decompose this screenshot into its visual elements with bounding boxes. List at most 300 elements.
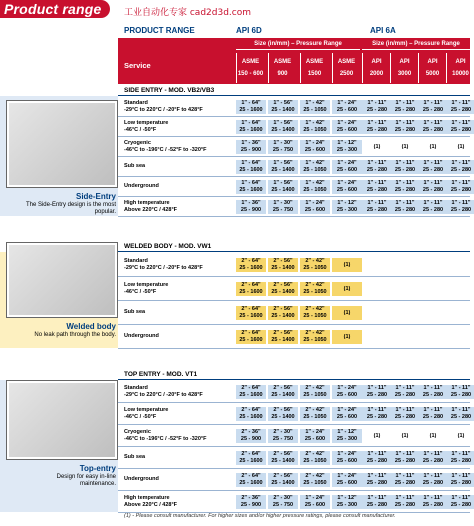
cell-size: 1" - 12" <box>337 429 357 435</box>
cell-size: 1" - 11" <box>395 473 415 479</box>
row-divider <box>118 424 470 425</box>
cell-size: 1" - 11" <box>367 407 387 413</box>
cell-mm: 25 - 900 <box>240 501 262 508</box>
cell-mm: 25 - 750 <box>272 435 294 442</box>
table-cell <box>418 495 448 509</box>
cell-mm: 25 - 280 <box>450 457 472 464</box>
table-cell <box>300 120 330 134</box>
watermark-text: 工业自动化专家 cad2d3d.com <box>124 8 251 18</box>
cell-mm: 25 - 300 <box>336 501 358 508</box>
cell-size: 1" - 56" <box>273 100 293 106</box>
service-name: Cryogenic <box>124 429 151 435</box>
table-cell <box>236 495 266 509</box>
class-header <box>236 53 264 83</box>
panel-description: Design for easy in-line maintenance. <box>56 474 116 487</box>
cell-size: 1" - 24" <box>337 100 357 106</box>
cell-size: 2" - 64" <box>241 385 261 391</box>
service-name: Standard <box>124 100 148 106</box>
service-name: Sub sea <box>124 163 146 169</box>
cell-size: 1" - 64" <box>241 160 261 166</box>
cell-mm: 25 - 1050 <box>303 312 327 319</box>
cell-size: 1" - 12" <box>337 140 357 146</box>
size-label-6a: Size (in/mm) – Pressure Range <box>362 40 470 50</box>
table-cell <box>418 385 448 399</box>
service-temperature: -46°C to -196°C / -52°F to -320°F <box>124 147 207 153</box>
table-cell <box>300 407 330 421</box>
cell-size: 1" - 11" <box>395 200 415 206</box>
cell-mm: 25 - 280 <box>394 479 416 486</box>
service-name: Sub sea <box>124 309 146 315</box>
cell-size: 1" - 56" <box>273 160 293 166</box>
table-cell <box>268 160 298 174</box>
class-standard: ASME <box>241 58 260 65</box>
cell-size: (1) <box>373 144 381 150</box>
size-label-6d: Size (in/mm) – Pressure Range <box>236 40 360 50</box>
service-temperature: -46°C to -196°C / -52°F to -320°F <box>124 436 207 442</box>
row-divider <box>118 196 470 197</box>
cell-size: 1" - 11" <box>395 120 415 126</box>
service-temperature: -29°C to 220°C / -20°F to 428°F <box>124 107 203 113</box>
cell-size: 1" - 11" <box>367 473 387 479</box>
cell-size: 1" - 11" <box>423 495 443 501</box>
table-cell <box>390 100 420 114</box>
service-label <box>124 282 228 296</box>
cell-size: 2" - 36" <box>241 429 261 435</box>
cell-size: 1" - 11" <box>395 100 415 106</box>
cell-size: 2" - 56" <box>273 407 293 413</box>
table-row <box>118 119 470 135</box>
table-cell <box>390 473 420 487</box>
row-divider <box>118 116 470 117</box>
cell-size: 1" - 11" <box>423 180 443 186</box>
cell-size: 1" - 64" <box>241 100 261 106</box>
cell-size: 1" - 11" <box>367 200 387 206</box>
service-label <box>124 309 228 316</box>
table-row <box>118 99 470 115</box>
service-label <box>124 163 228 170</box>
cell-mm: 25 - 280 <box>450 391 472 398</box>
table-cell <box>332 282 362 296</box>
cell-size: 2" - 56" <box>273 258 293 264</box>
cell-mm: 25 - 1400 <box>271 457 295 464</box>
cell-size: 1" - 64" <box>241 180 261 186</box>
cell-size: 1" - 36" <box>241 200 261 206</box>
row-divider <box>118 176 470 177</box>
row-divider <box>118 348 470 349</box>
cell-mm: 25 - 600 <box>304 146 326 153</box>
cell-mm: 25 - 280 <box>366 501 388 508</box>
product-image-panel <box>6 100 118 188</box>
table-cell <box>236 451 266 465</box>
cell-mm: 25 - 280 <box>394 106 416 113</box>
cell-size: 2" - 56" <box>273 330 293 336</box>
table-cell <box>446 100 474 114</box>
service-label <box>124 407 228 421</box>
cell-mm: 25 - 280 <box>394 457 416 464</box>
service-name: Cryogenic <box>124 140 151 146</box>
product-image-panel <box>6 242 118 318</box>
class-standard: API <box>455 58 466 65</box>
table-cell <box>332 120 362 134</box>
table-cell <box>268 200 298 214</box>
service-temperature: -29°C to 220°C / -20°F to 428°F <box>124 265 203 271</box>
cell-size: 2" - 42" <box>305 282 325 288</box>
cell-size: 2" - 64" <box>241 306 261 312</box>
table-cell <box>236 473 266 487</box>
table-cell <box>268 180 298 194</box>
cell-size: 1" - 11" <box>395 407 415 413</box>
cell-size: 1" - 24" <box>305 200 325 206</box>
cell-mm: 25 - 280 <box>450 413 472 420</box>
cell-mm: 25 - 280 <box>422 501 444 508</box>
cell-size: 1" - 11" <box>451 473 471 479</box>
table-cell <box>446 180 474 194</box>
cell-mm: 25 - 280 <box>450 206 472 213</box>
table-cell <box>332 385 362 399</box>
table-cell <box>268 100 298 114</box>
cell-size: 1" - 11" <box>367 180 387 186</box>
cell-size: 1" - 11" <box>451 495 471 501</box>
table-cell <box>390 495 420 509</box>
cell-mm: 25 - 1600 <box>239 166 263 173</box>
class-value: 900 <box>277 70 288 77</box>
cell-size: 2" - 42" <box>305 385 325 391</box>
table-cell <box>418 473 448 487</box>
cell-mm: 25 - 1050 <box>303 264 327 271</box>
row-divider <box>118 156 470 157</box>
cell-mm: 25 - 280 <box>422 126 444 133</box>
table-cell <box>236 282 266 296</box>
table-cell <box>362 160 392 174</box>
cell-mm: 25 - 1600 <box>239 106 263 113</box>
cell-mm: 25 - 1050 <box>303 166 327 173</box>
cell-size: 2" - 64" <box>241 282 261 288</box>
table-cell <box>390 451 420 465</box>
table-cell <box>390 385 420 399</box>
cell-mm: 25 - 1400 <box>271 264 295 271</box>
cell-mm: 25 - 280 <box>366 391 388 398</box>
cell-size: 1" - 56" <box>273 180 293 186</box>
cell-size: 2" - 56" <box>273 473 293 479</box>
service-name: Standard <box>124 258 148 264</box>
cell-mm: 25 - 280 <box>366 457 388 464</box>
cell-mm: 25 - 600 <box>304 501 326 508</box>
table-cell <box>236 200 266 214</box>
cell-size: 1" - 11" <box>395 495 415 501</box>
table-cell <box>390 120 420 134</box>
table-cell <box>418 180 448 194</box>
cell-size: 1" - 11" <box>451 200 471 206</box>
class-standard: ASME <box>273 58 292 65</box>
table-row <box>118 257 470 273</box>
cell-mm: 25 - 600 <box>336 186 358 193</box>
cell-mm: 25 - 1050 <box>303 413 327 420</box>
table-cell <box>418 100 448 114</box>
cell-mm: 25 - 600 <box>336 391 358 398</box>
cell-mm: 25 - 1600 <box>239 264 263 271</box>
cell-mm: 25 - 600 <box>336 413 358 420</box>
cell-mm: 25 - 280 <box>450 166 472 173</box>
table-cell <box>236 160 266 174</box>
table-cell <box>446 160 474 174</box>
class-header <box>390 53 418 83</box>
cell-size: 2" - 56" <box>273 306 293 312</box>
cell-mm: 25 - 1400 <box>271 186 295 193</box>
cell-mm: 25 - 1600 <box>239 126 263 133</box>
table-cell <box>332 330 362 344</box>
cell-mm: 25 - 280 <box>366 186 388 193</box>
table-row <box>118 494 470 510</box>
cell-size: 2" - 56" <box>273 385 293 391</box>
table-cell <box>332 495 362 509</box>
cell-mm: 25 - 280 <box>450 126 472 133</box>
cell-size: 1" - 11" <box>367 451 387 457</box>
cell-mm: 25 - 600 <box>304 206 326 213</box>
row-divider <box>118 468 470 469</box>
cell-mm: 25 - 280 <box>366 106 388 113</box>
table-cell <box>362 180 392 194</box>
cell-size: (1) <box>343 310 351 316</box>
cell-size: 2" - 42" <box>305 451 325 457</box>
class-header <box>300 53 328 83</box>
table-cell <box>390 407 420 421</box>
cell-size: 2" - 64" <box>241 407 261 413</box>
section-heading: SIDE ENTRY - MOD. VB2/VB3 <box>118 86 470 96</box>
cell-mm: 25 - 600 <box>336 457 358 464</box>
row-divider <box>118 324 470 325</box>
table-cell <box>268 429 298 443</box>
table-cell <box>390 429 420 443</box>
cell-mm: 25 - 1600 <box>239 457 263 464</box>
cell-mm: 25 - 280 <box>450 106 472 113</box>
cell-size: 1" - 24" <box>337 407 357 413</box>
cell-mm: 25 - 600 <box>336 106 358 113</box>
table-cell <box>300 330 330 344</box>
row-divider <box>118 136 470 137</box>
cell-size: (1) <box>401 144 409 150</box>
table-row <box>118 428 470 444</box>
cell-size: 1" - 11" <box>423 407 443 413</box>
table-cell <box>362 120 392 134</box>
cell-mm: 25 - 1400 <box>271 312 295 319</box>
cell-size: 1" - 42" <box>305 180 325 186</box>
service-name: Underground <box>124 183 159 189</box>
cell-size: (1) <box>343 334 351 340</box>
cell-mm: 25 - 280 <box>366 206 388 213</box>
cell-mm: 25 - 280 <box>450 186 472 193</box>
cell-mm: 25 - 1050 <box>303 106 327 113</box>
cell-mm: 25 - 280 <box>422 391 444 398</box>
service-name: Low temperature <box>124 407 169 413</box>
cell-mm: 25 - 300 <box>336 146 358 153</box>
table-cell <box>362 451 392 465</box>
cell-mm: 25 - 750 <box>272 146 294 153</box>
table-row <box>118 281 470 297</box>
table-cell <box>362 140 392 154</box>
cell-size: 1" - 11" <box>423 473 443 479</box>
table-cell <box>236 100 266 114</box>
cell-size: 2" - 42" <box>305 258 325 264</box>
class-standard: ASME <box>305 58 324 65</box>
cell-size: 1" - 11" <box>423 100 443 106</box>
cell-size: 2" - 42" <box>305 407 325 413</box>
table-cell <box>390 200 420 214</box>
table-cell <box>300 180 330 194</box>
table-cell <box>300 282 330 296</box>
table-cell <box>332 429 362 443</box>
class-value: 150 - 600 <box>237 70 264 77</box>
cell-size: 1" - 11" <box>451 160 471 166</box>
service-label <box>124 429 228 443</box>
table-cell <box>418 407 448 421</box>
cell-mm: 25 - 280 <box>394 391 416 398</box>
row-divider <box>118 216 470 217</box>
cell-mm: 25 - 900 <box>240 206 262 213</box>
cell-mm: 25 - 1050 <box>303 288 327 295</box>
table-cell <box>418 200 448 214</box>
cell-mm: 25 - 1600 <box>239 336 263 343</box>
cell-size: (1) <box>343 262 351 268</box>
class-value: 3000 <box>397 70 412 77</box>
class-value: 10000 <box>452 70 469 77</box>
table-cell <box>362 407 392 421</box>
table-cell <box>300 385 330 399</box>
class-standard: API <box>427 58 438 65</box>
cell-size: 1" - 11" <box>451 385 471 391</box>
cell-size: 1" - 11" <box>367 495 387 501</box>
row-divider <box>118 446 470 447</box>
cell-mm: 25 - 1400 <box>271 126 295 133</box>
class-value: 2500 <box>339 70 354 77</box>
cell-mm: 25 - 280 <box>422 457 444 464</box>
cell-mm: 25 - 280 <box>422 479 444 486</box>
valve-image <box>9 245 115 315</box>
cell-size: 2" - 64" <box>241 330 261 336</box>
cell-size: 1" - 11" <box>395 160 415 166</box>
table-cell <box>418 429 448 443</box>
cell-mm: 25 - 1050 <box>303 336 327 343</box>
cell-mm: 25 - 280 <box>422 206 444 213</box>
cell-size: 1" - 24" <box>337 473 357 479</box>
table-cell <box>236 120 266 134</box>
service-name: Low temperature <box>124 120 169 126</box>
cell-mm: 25 - 600 <box>304 435 326 442</box>
section-heading: TOP ENTRY - MOD. VT1 <box>118 370 470 380</box>
class-standard: API <box>371 58 382 65</box>
table-cell <box>236 429 266 443</box>
cell-mm: 25 - 1600 <box>239 413 263 420</box>
table-row <box>118 450 470 466</box>
cell-size: 1" - 11" <box>395 385 415 391</box>
service-label <box>124 120 228 134</box>
class-header <box>268 53 296 83</box>
table-cell <box>236 306 266 320</box>
class-standard: API <box>399 58 410 65</box>
table-row <box>118 139 470 155</box>
table-cell <box>390 160 420 174</box>
cell-size: 1" - 11" <box>451 180 471 186</box>
cell-size: 1" - 56" <box>273 120 293 126</box>
cell-mm: 25 - 600 <box>336 479 358 486</box>
cell-size: 2" - 64" <box>241 451 261 457</box>
table-cell <box>300 451 330 465</box>
cell-size: 1" - 24" <box>305 429 325 435</box>
cell-size: (1) <box>457 144 465 150</box>
valve-image <box>9 103 115 185</box>
row-divider <box>118 276 470 277</box>
class-header <box>362 53 390 83</box>
cell-size: 2" - 64" <box>241 258 261 264</box>
cell-size: 1" - 12" <box>337 200 357 206</box>
cell-size: (1) <box>343 286 351 292</box>
table-cell <box>332 160 362 174</box>
service-label <box>124 333 228 340</box>
cell-size: 1" - 24" <box>305 140 325 146</box>
cell-size: 1" - 24" <box>305 495 325 501</box>
cell-mm: 25 - 280 <box>450 501 472 508</box>
cell-mm: 25 - 280 <box>366 126 388 133</box>
cell-size: (1) <box>373 433 381 439</box>
cell-mm: 25 - 600 <box>336 166 358 173</box>
cell-size: 2" - 56" <box>273 282 293 288</box>
class-value: 2000 <box>369 70 384 77</box>
cell-size: 1" - 24" <box>337 451 357 457</box>
cell-size: 2" - 30" <box>273 429 293 435</box>
service-temperature: Above 220°C / 428°F <box>124 502 178 508</box>
service-temperature: -46°C / -50°F <box>124 414 157 420</box>
footnote: (1) - Please consult manufacturer. For higher sizes and/or higher pressure ratings, please consult manufacturer. <box>124 513 396 519</box>
cell-mm: 25 - 1050 <box>303 457 327 464</box>
table-cell <box>418 120 448 134</box>
cell-mm: 25 - 1600 <box>239 186 263 193</box>
cell-mm: 25 - 1600 <box>239 312 263 319</box>
cell-size: 2" - 30" <box>273 495 293 501</box>
cell-size: 2" - 42" <box>305 306 325 312</box>
cell-mm: 25 - 300 <box>336 435 358 442</box>
service-label <box>124 258 228 272</box>
table-cell <box>446 385 474 399</box>
service-label <box>124 200 228 214</box>
cell-mm: 25 - 280 <box>422 106 444 113</box>
cell-mm: 25 - 1050 <box>303 126 327 133</box>
service-label <box>124 183 228 190</box>
cell-mm: 25 - 1400 <box>271 166 295 173</box>
table-cell <box>268 473 298 487</box>
cell-size: 1" - 11" <box>451 100 471 106</box>
cell-mm: 25 - 1050 <box>303 186 327 193</box>
table-cell <box>300 306 330 320</box>
panel-description: The Side-Entry design is the most popular. <box>25 202 116 215</box>
table-row <box>118 305 470 321</box>
table-cell <box>268 120 298 134</box>
table-cell <box>446 473 474 487</box>
table-row <box>118 406 470 422</box>
service-name: High temperature <box>124 495 170 501</box>
cell-size: 1" - 11" <box>423 385 443 391</box>
class-header <box>332 53 360 83</box>
row-divider <box>118 490 470 491</box>
table-cell <box>332 473 362 487</box>
table-cell <box>332 200 362 214</box>
cell-mm: 25 - 1400 <box>271 391 295 398</box>
cell-size: 1" - 12" <box>337 495 357 501</box>
cell-size: 1" - 30" <box>273 140 293 146</box>
table-cell <box>300 258 330 272</box>
service-name: Sub sea <box>124 454 146 460</box>
service-label <box>124 100 228 114</box>
cell-mm: 25 - 280 <box>394 186 416 193</box>
table-cell <box>446 451 474 465</box>
